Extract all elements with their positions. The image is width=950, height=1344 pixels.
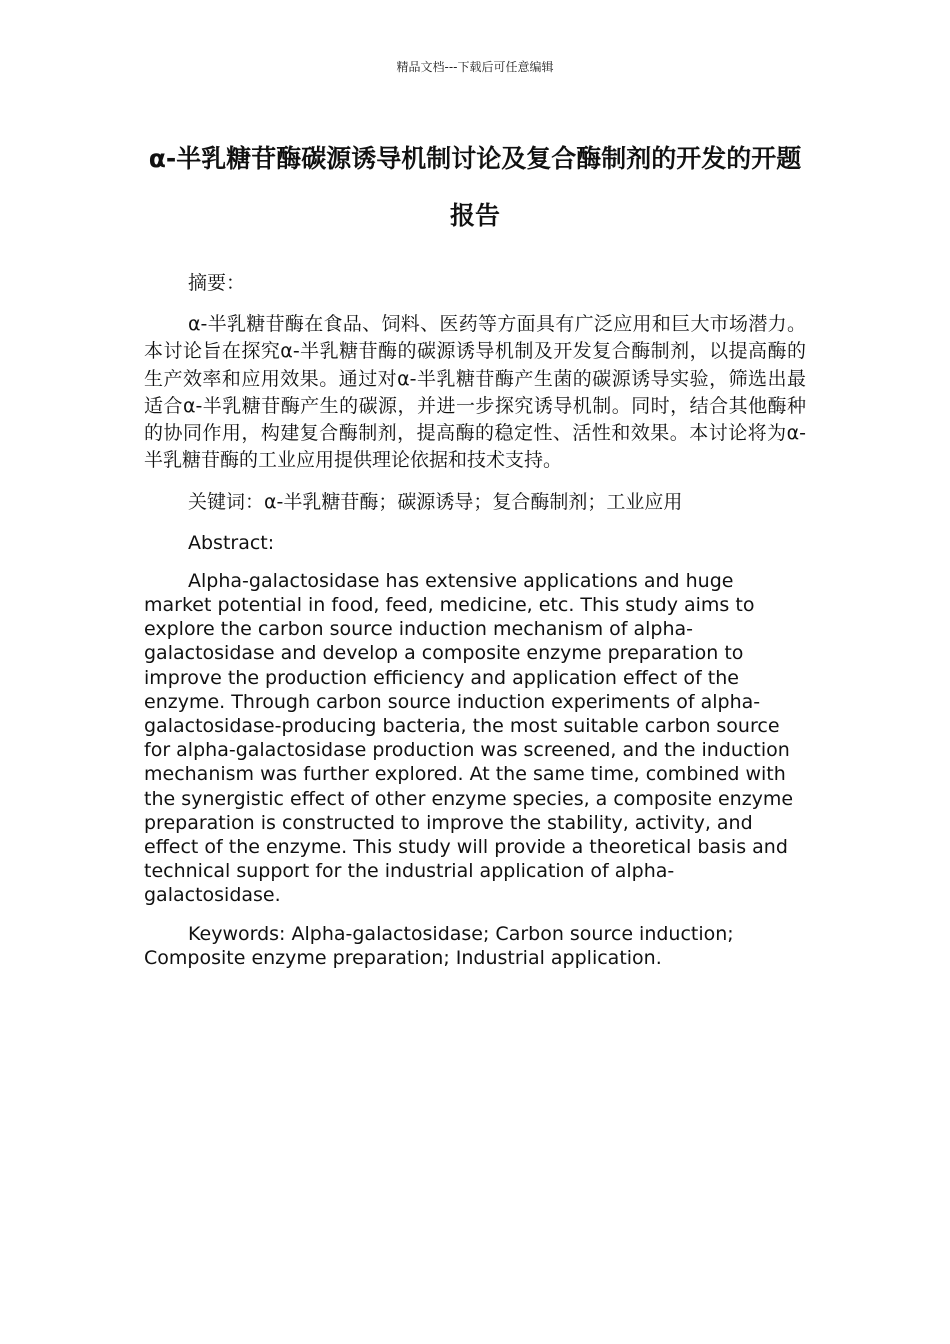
abstract-cn-heading: 摘要： xyxy=(188,272,246,294)
keywords-cn: 关键词：α-半乳糖苷酶；碳源诱导；复合酶制剂；工业应用 xyxy=(188,490,683,513)
abstract-cn-paragraph: α-半乳糖苷酶在食品、饲料、医药等方面具有广泛应用和巨大市场潜力。本讨论旨在探究α-半乳糖苷酶的碳源诱导机制及开发复合酶制剂，以提高酶的生产效率和应用效果。通过对α-半乳糖苷酶产生菌的碳源诱导实验，筛选出最适合α-半乳糖苷酶产生的碳源，并进一步探究诱导机制。同时，结合其他酶种的协同作用，构建复合酶制剂，提高酶的稳定性、活性和效果。本讨论将为α-半乳糖苷酶的工业应用提供理论依据和技术支持。 xyxy=(144,313,806,472)
keywords-en: Keywords: Alpha-galactosidase; Carbon source induction; Composite enzyme preparation; Industrial application. xyxy=(144,922,734,969)
document-body xyxy=(144,270,806,984)
abstract-en-paragraph: Alpha-galactosidase has extensive applications and huge market potential in food, feed, medicine, etc. This study aims to explore the carbon source induction mechanism of alpha-galactosidase and develop a composite enzyme preparation to improve the production efficiency and application effect of the enzyme. Through carbon source induction experiments of alpha-galactosidase-producing bacteria, the most suitable carbon source for alpha-galactosidase production was screened, and the induction mechanism was further explored. At the same time, combined with the synergistic effect of other enzyme species, a composite enzyme preparation is constructed to improve the stability, activity, and effect of the enzyme. This study will provide a theoretical basis and technical support for the industrial application of alpha-galactosidase. xyxy=(144,569,794,907)
document-title: α-半乳糖苷酶碳源诱导机制讨论及复合酶制剂的开发的开题报告 xyxy=(148,144,802,230)
page-header-note: 精品文档---下载后可任意编辑 xyxy=(396,60,554,74)
abstract-en-heading: Abstract: xyxy=(188,531,275,554)
